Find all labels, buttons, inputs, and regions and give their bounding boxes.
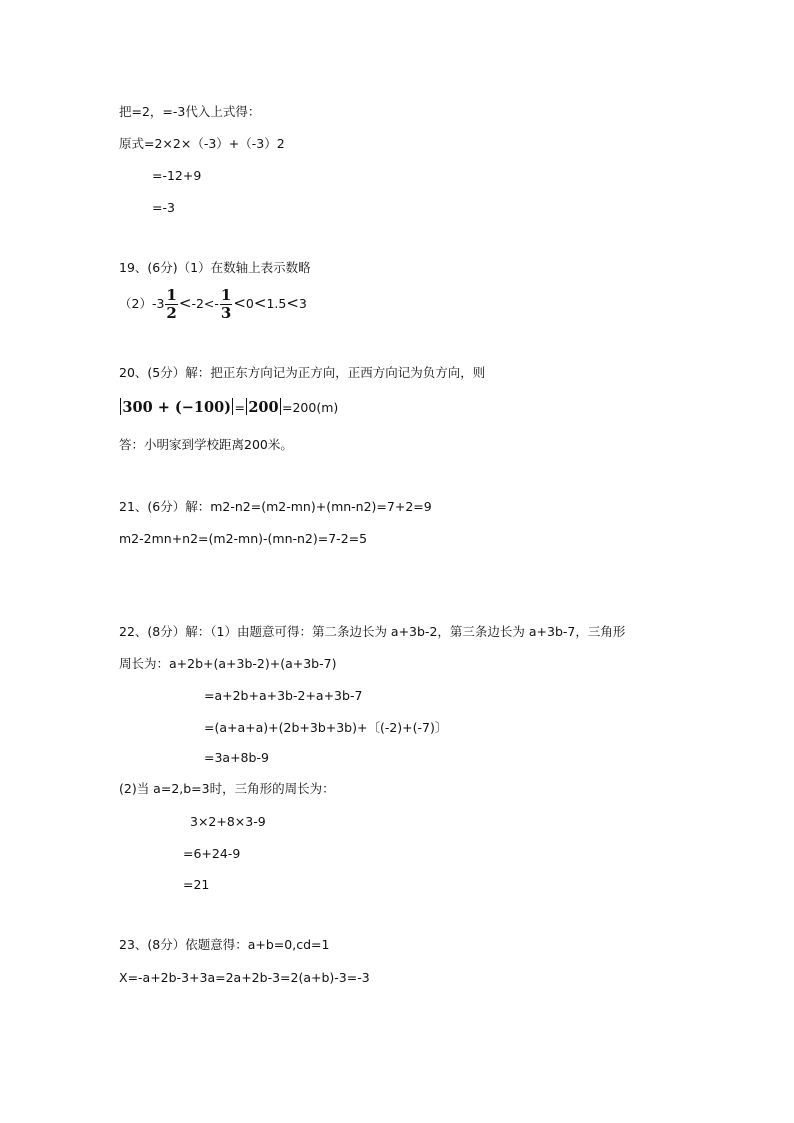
- q19-part1-line: 19、(6分)（1）在数轴上表示数略: [119, 260, 311, 275]
- q23-line1: 23、(8分）依题意得：a+b=0,cd=1: [119, 937, 330, 952]
- fraction-denominator: 2: [166, 304, 177, 322]
- abs-bar-right: [280, 398, 281, 415]
- q19-part2-prefix: （2）-3: [119, 296, 165, 311]
- q19-three: 3: [298, 296, 307, 311]
- q20-statement-line: 20、(5分）解：把正东方向记为正方向，正西方向记为负方向，则: [119, 365, 486, 380]
- q20-absolute-value-line: [119, 398, 338, 417]
- calc-step-line: =-12+9: [152, 168, 202, 183]
- original-expression-line: 原式=2×2×（-3）+（-3）2: [119, 136, 285, 151]
- equals-sign: =: [234, 400, 245, 415]
- less-than-sign: <: [286, 294, 299, 312]
- q19-middle-text: -2<-: [191, 296, 219, 311]
- less-than-sign: <: [253, 294, 267, 312]
- q22-perimeter-line: 周长为：a+2b+(a+3b-2)+(a+3b-7): [119, 656, 337, 671]
- q22-step2: =(a+a+a)+(2b+3b+3b)+〔(-2)+(-7)〕: [204, 720, 448, 735]
- fraction-one-third: [220, 287, 232, 322]
- q22-line1: 22、(8分）解：（1）由题意可得：第二条边长为 a+3b-2，第三条边长为 a+3b-7，三角形: [119, 624, 626, 639]
- q22-part2-step1: 3×2+8×3-9: [190, 814, 266, 829]
- fraction-numerator: 1: [166, 286, 177, 304]
- substitution-line: 把=2，=-3代入上式得：: [119, 104, 261, 119]
- q22-part2-step2: =6+24-9: [183, 846, 241, 861]
- abs-value-200: 200: [248, 399, 279, 416]
- fraction-denominator: 3: [220, 304, 232, 322]
- q21-line1: 21、(6分）解：m2-n2=(m2-mn)+(mn-n2)=7+2=9: [119, 499, 432, 514]
- abs-expression: 300 + (−100): [122, 399, 232, 416]
- q22-step3: =3a+8b-9: [204, 750, 269, 765]
- q23-line2: X=-a+2b-3+3a=2a+2b-3=2(a+b)-3=-3: [119, 970, 370, 985]
- q19-zero: 0: [245, 296, 254, 311]
- q20-answer-line: 答：小明家到学校距离200米。: [119, 437, 293, 452]
- less-than-sign: <: [178, 294, 192, 312]
- q19-one-point-five: 1.5: [266, 296, 287, 311]
- q22-part2-line: (2)当 a=2,b=3时，三角形的周长为：: [119, 781, 335, 796]
- less-than-sign: <: [233, 294, 246, 312]
- fraction-numerator: 1: [220, 286, 232, 304]
- q22-part2-step3: =21: [183, 877, 210, 892]
- q19-inequality-line: [119, 284, 307, 323]
- q21-line2: m2-2mn+n2=(m2-mn)-(mn-n2)=7-2=5: [119, 531, 368, 546]
- q20-result: =200(m): [281, 400, 339, 415]
- fraction-one-half: [165, 287, 177, 322]
- calc-result-line: =-3: [152, 200, 175, 215]
- q22-step1: =a+2b+a+3b-2+a+3b-7: [204, 688, 363, 703]
